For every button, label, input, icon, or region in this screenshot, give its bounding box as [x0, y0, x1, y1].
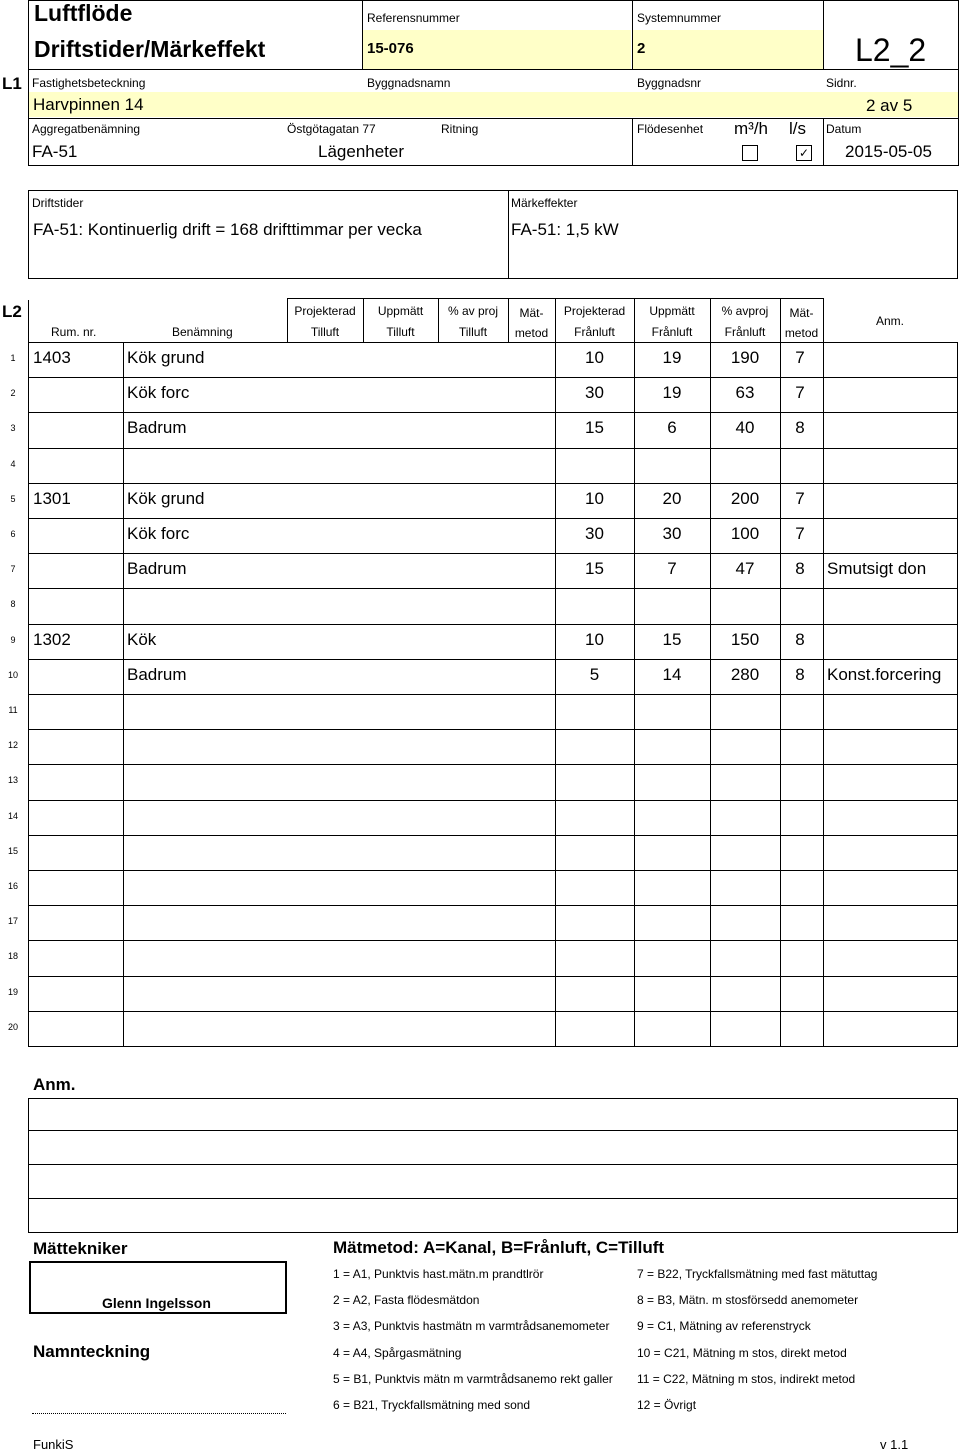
sys-value[interactable]: 2 — [637, 40, 646, 57]
cell-upp-franluft[interactable]: 30 — [662, 524, 682, 543]
col-header-benamning: Benämning — [172, 325, 233, 339]
cell-mat-franluft[interactable]: 7 — [795, 488, 805, 508]
cell-benamning[interactable]: Badrum — [127, 418, 187, 438]
cell-pct-franluft[interactable]: 40 — [735, 418, 755, 438]
cell-upp-franluft[interactable]: 19 — [662, 348, 682, 367]
brand-label: FunkiS — [33, 1437, 74, 1452]
cell-benamning[interactable]: Kök forc — [127, 383, 190, 403]
row-number: 16 — [7, 881, 18, 891]
cell-mat-franluft[interactable]: 8 — [795, 664, 805, 684]
cell-pct-franluft[interactable]: 150 — [730, 629, 760, 649]
cell-proj-franluft[interactable]: 15 — [585, 418, 604, 438]
datum-label: Datum — [826, 122, 862, 136]
cell-benamning[interactable]: Kök — [127, 629, 157, 649]
ritning-label: Ritning — [441, 122, 479, 136]
signature-line[interactable] — [32, 1413, 286, 1414]
cell-upp-franluft[interactable]: 7 — [667, 559, 677, 579]
col-header-mat-tilluft: Mät- — [519, 306, 544, 320]
cell-mat-franluft[interactable]: 7 — [795, 348, 805, 367]
col-header-proj-tilluft: Projekterad — [294, 304, 356, 318]
row-number: 9 — [10, 634, 16, 645]
row-marker-l1: L1 — [2, 74, 22, 93]
row-number: 14 — [7, 810, 18, 821]
cell-anm[interactable]: Smutsigt don — [827, 559, 927, 579]
aggregat-value[interactable]: FA-51 — [32, 142, 78, 161]
row-number: 20 — [7, 1021, 18, 1032]
row-number: 12 — [7, 740, 18, 751]
method-item: 5 = B1, Punktvis mätn m varmtrådsanemo rekt galler — [333, 1371, 613, 1386]
col-header-pct-tilluft: % av proj — [447, 304, 499, 318]
datum-value[interactable]: 2015-05-05 — [845, 142, 932, 161]
cell-proj-franluft[interactable]: 10 — [585, 488, 604, 508]
cell-pct-franluft[interactable]: 280 — [730, 664, 760, 684]
col-header-upp-tilluft-2: Tilluft — [386, 325, 415, 339]
anm-label: Anm. — [33, 1075, 76, 1094]
cell-rum[interactable]: 1302 — [33, 629, 71, 649]
cell-proj-franluft[interactable]: 10 — [585, 629, 604, 649]
cell-pct-franluft[interactable]: 200 — [730, 488, 760, 508]
fastighet-fill — [29, 92, 958, 117]
sidnr-value[interactable]: 2 av 5 — [866, 96, 913, 115]
method-item: 9 = C1, Mätning av referenstryck — [637, 1319, 811, 1334]
cell-upp-franluft[interactable]: 15 — [662, 629, 682, 649]
method-item: 7 = B22, Tryckfallsmätning med fast mätuttag — [637, 1267, 878, 1281]
driftstider-label: Driftstider — [32, 196, 84, 210]
cell-anm[interactable]: Konst.forcering — [827, 664, 942, 684]
unit-ls-label: l/s — [789, 119, 806, 138]
unit-m3h-checkbox[interactable] — [742, 145, 758, 161]
byggnadsnr-label: Byggnadsnr — [637, 76, 702, 90]
aggregat-label: Aggregatbenämning — [32, 122, 141, 136]
row-number: 7 — [10, 564, 16, 575]
cell-mat-franluft[interactable]: 8 — [795, 418, 805, 438]
matmetod-title: Mätmetod: A=Kanal, B=Frånluft, C=Tilluft — [333, 1238, 665, 1257]
cell-benamning[interactable]: Kök forc — [127, 524, 190, 543]
cell-pct-franluft[interactable]: 63 — [735, 383, 755, 403]
col-header-proj-tilluft-2: Tilluft — [310, 325, 340, 339]
ref-label: Referensnummer — [367, 11, 460, 25]
fastighet-label: Fastighetsbeteckning — [32, 76, 146, 90]
cell-proj-franluft[interactable]: 30 — [585, 383, 604, 403]
namnteckning-label: Namnteckning — [33, 1342, 151, 1361]
sheet-code: L2_2 — [855, 32, 927, 68]
cell-proj-franluft[interactable]: 5 — [589, 664, 600, 684]
col-header-mat-franluft: Mät- — [789, 306, 814, 320]
method-item: 10 = C21, Mätning m stos, direkt metod — [637, 1345, 847, 1360]
cell-benamning[interactable]: Kök grund — [127, 488, 205, 508]
col-header-upp-tilluft: Uppmätt — [377, 304, 424, 318]
row-number: 1 — [10, 353, 16, 363]
cell-upp-franluft[interactable]: 14 — [662, 664, 682, 684]
version-label: v 1.1 — [880, 1437, 909, 1452]
fastighet-value[interactable]: Harvpinnen 14 — [33, 95, 144, 114]
cell-pct-franluft[interactable]: 100 — [730, 524, 760, 543]
unit-ls-checkbox[interactable]: ✓ — [796, 145, 812, 161]
cell-proj-franluft[interactable]: 15 — [585, 559, 604, 579]
cell-benamning[interactable]: Badrum — [127, 559, 187, 579]
mattekniker-name: Glenn Ingelsson — [102, 1295, 211, 1311]
address-value[interactable]: Lägenheter — [318, 142, 405, 161]
row-number: 15 — [7, 845, 18, 856]
col-header-pct-franluft: % avproj — [721, 304, 769, 318]
row-number: 8 — [10, 599, 16, 610]
method-item: 11 = C22, Mätning m stos, indirekt metod — [637, 1371, 856, 1386]
row-number: 6 — [10, 529, 16, 539]
mattekniker-label: Mättekniker — [33, 1239, 128, 1258]
sidnr-label: Sidnr. — [826, 76, 857, 90]
markeffekter-value[interactable]: FA-51: 1,5 kW — [511, 220, 619, 239]
form-subtitle: Driftstider/Märkeffekt — [34, 36, 266, 62]
row-number: 13 — [7, 775, 18, 786]
byggnadsnamn-label: Byggnadsnamn — [367, 76, 451, 90]
col-header-upp-franluft: Uppmätt — [649, 304, 695, 318]
cell-mat-franluft[interactable]: 7 — [795, 383, 805, 403]
col-header-rum: Rum. nr. — [51, 325, 97, 339]
markeffekter-label: Märkeffekter — [511, 196, 578, 210]
row-number: 11 — [8, 705, 18, 715]
col-header-mat-tilluft-2: metod — [514, 326, 549, 340]
cell-mat-franluft[interactable]: 7 — [795, 524, 805, 543]
method-item: 4 = A4, Spårgasmätning — [333, 1345, 462, 1360]
cell-mat-franluft[interactable]: 8 — [795, 559, 805, 579]
sys-label: Systemnummer — [637, 11, 722, 25]
address-label: Östgötagatan 77 — [287, 122, 376, 136]
row-number: 10 — [7, 669, 18, 680]
col-header-pct-franluft-2: Frånluft — [724, 325, 766, 339]
row-number: 18 — [7, 951, 18, 962]
row-number: 4 — [10, 458, 16, 469]
method-item: 3 = A3, Punktvis hastmätn m varmtrådsanemometer — [333, 1319, 610, 1334]
col-header-anm: Anm. — [876, 314, 905, 328]
cell-mat-franluft[interactable]: 8 — [795, 629, 805, 649]
row-number: 2 — [10, 388, 16, 399]
method-item: 1 = A1, Punktvis hast.mätn.m prandtlrör — [333, 1267, 544, 1281]
cell-pct-franluft[interactable]: 47 — [735, 559, 755, 579]
cell-upp-franluft[interactable]: 19 — [662, 383, 682, 403]
row-number: 19 — [7, 986, 18, 997]
col-header-mat-franluft-2: metod — [784, 326, 819, 340]
col-header-pct-tilluft-2: Tilluft — [458, 325, 488, 339]
cell-rum[interactable]: 1403 — [33, 348, 71, 367]
cell-benamning[interactable]: Kök grund — [127, 348, 205, 367]
flodesenhet-label: Flödesenhet — [637, 122, 704, 136]
cell-benamning[interactable]: Badrum — [127, 664, 187, 684]
row-marker-l2: L2 — [2, 302, 22, 321]
row-number: 3 — [10, 423, 16, 434]
cell-proj-franluft[interactable]: 30 — [585, 524, 604, 543]
method-item: 12 = Övrigt — [637, 1398, 697, 1412]
unit-m3h-label: m³/h — [734, 119, 768, 138]
row-number: 5 — [10, 493, 16, 504]
col-header-proj-franluft: Projekterad — [563, 304, 626, 318]
col-header-proj-franluft-2: Frånluft — [574, 325, 615, 339]
row-number: 17 — [7, 916, 18, 927]
cell-pct-franluft[interactable]: 190 — [730, 348, 760, 367]
driftstider-value[interactable]: FA-51: Kontinuerlig drift = 168 drifttimmar per vecka — [33, 220, 422, 239]
method-item: 8 = B3, Mätn. m stosförsedd anemometer — [637, 1293, 859, 1308]
cell-upp-franluft[interactable]: 6 — [667, 418, 677, 438]
sys-value-fill — [633, 30, 823, 69]
cell-upp-franluft[interactable]: 20 — [662, 488, 682, 508]
form-title: Luftflöde — [34, 0, 133, 26]
cell-rum[interactable]: 1301 — [33, 488, 71, 508]
ref-value[interactable]: 15-076 — [367, 40, 414, 57]
cell-proj-franluft[interactable]: 10 — [585, 348, 604, 367]
method-item: 2 = A2, Fasta flödesmätdon — [333, 1293, 480, 1308]
method-item: 6 = B21, Tryckfallsmätning med sond — [333, 1398, 531, 1412]
col-header-upp-franluft-2: Frånluft — [651, 325, 693, 339]
